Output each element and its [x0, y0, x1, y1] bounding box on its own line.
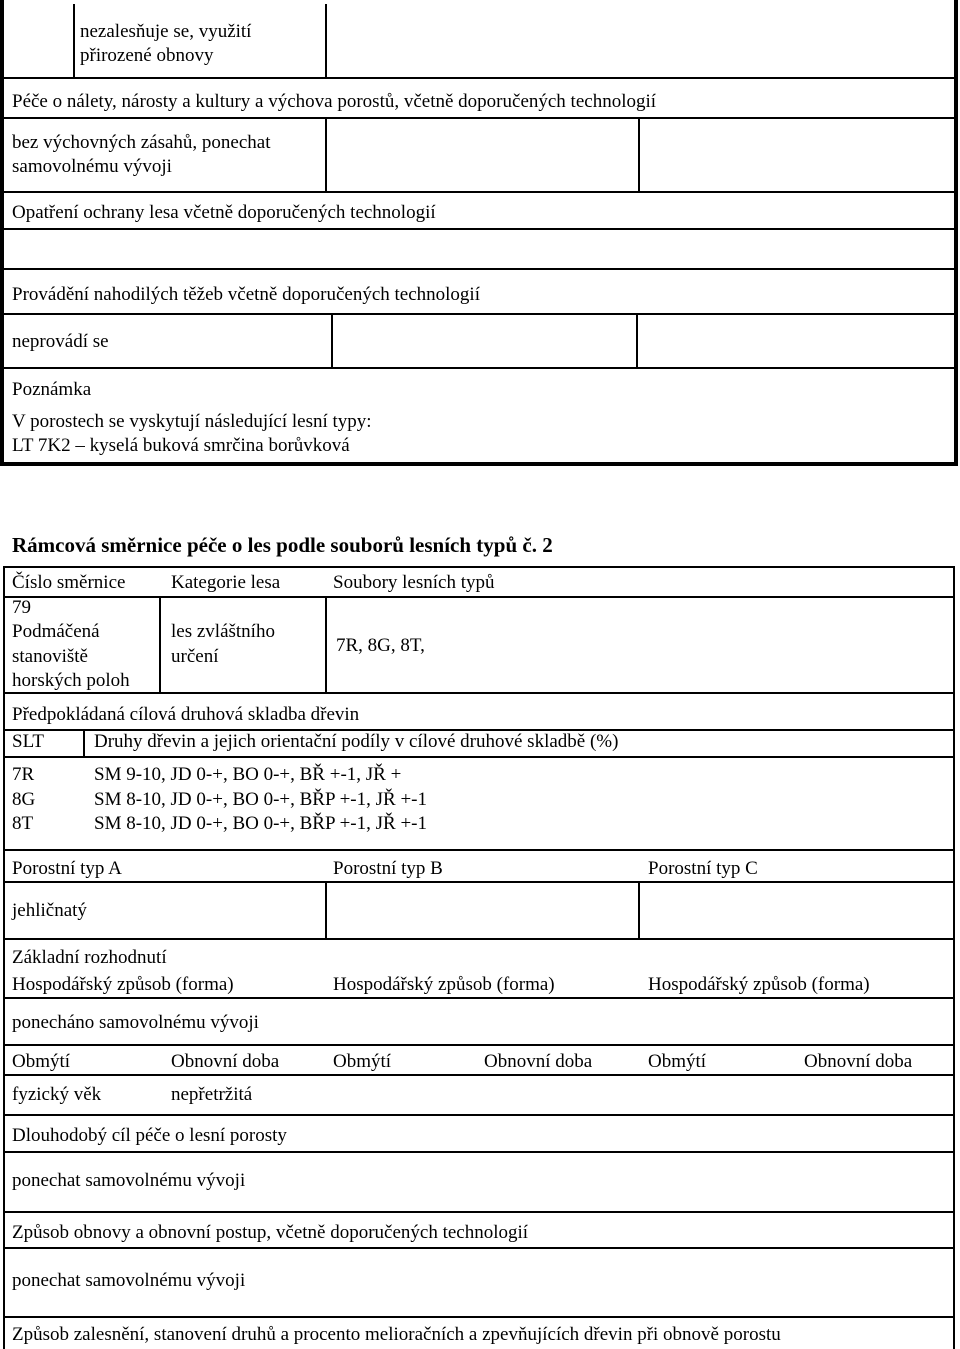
- longterm-value: ponechat samovolnému vývoji: [12, 1170, 246, 1191]
- management-label-b: Hospodářský způsob (forma): [333, 974, 555, 995]
- species-header: Druhy dřevin a jejich orientační podíly v cílové druhové skladbě (%): [94, 731, 619, 752]
- stand-type-c: Porostní typ C: [648, 858, 758, 879]
- longterm-heading: Dlouhodobý cíl péče o lesní porosty: [12, 1125, 287, 1146]
- types-value: 7R, 8G, 8T,: [336, 635, 425, 656]
- rotation-value: fyzický věk: [12, 1084, 102, 1105]
- renewal-value: ponechat samovolnému vývoji: [12, 1270, 246, 1291]
- divider: [4, 228, 954, 230]
- divider: [638, 883, 640, 938]
- divider: [325, 119, 327, 191]
- divider: [3, 566, 955, 568]
- header-category: Kategorie lesa: [171, 572, 281, 593]
- divider: [3, 756, 955, 758]
- management-label-a: Hospodářský způsob (forma): [12, 974, 234, 995]
- regen-label-b: Obnovní doba: [484, 1051, 593, 1072]
- category-line-1: les zvláštního: [171, 621, 275, 642]
- stand-type-b: Porostní typ B: [333, 858, 443, 879]
- divider: [3, 1247, 955, 1249]
- divider: [3, 596, 955, 598]
- divider: [325, 598, 327, 692]
- divider: [3, 849, 955, 851]
- care-value-line-1: bez výchovných zásahů, ponechat: [12, 132, 271, 153]
- guideline-number: 79: [12, 597, 31, 618]
- header-number: Číslo směrnice: [12, 572, 126, 593]
- frame-right: [954, 0, 958, 466]
- divider: [4, 191, 954, 193]
- rotation-label-a: Obmýtí: [12, 1051, 71, 1072]
- rotation-label-b: Obmýtí: [333, 1051, 392, 1072]
- divider: [3, 1074, 955, 1076]
- note-line-2: LT 7K2 – kyselá buková smrčina borůvková: [12, 435, 350, 456]
- renewal-heading: Způsob obnovy a obnovní postup, včetně doporučených technologií: [12, 1222, 529, 1243]
- divider: [636, 315, 638, 367]
- stand-type-a: Porostní typ A: [12, 858, 122, 879]
- note-line-1: V porostech se vyskytují následující lesní typy:: [12, 411, 372, 432]
- guideline-name-3: horských poloh: [12, 670, 130, 691]
- guideline-name-2: stanoviště: [12, 646, 88, 667]
- divider: [325, 883, 327, 938]
- note-heading: Poznámka: [12, 379, 92, 400]
- intro-line-2: přirozené obnovy: [80, 45, 214, 66]
- divider: [4, 313, 954, 315]
- species-row-2: SM 8-10, JD 0-+, BO 0-+, BŘP +-1, JŘ +-1: [94, 789, 427, 810]
- frame-right: [953, 566, 955, 1349]
- divider: [3, 881, 955, 883]
- salvage-heading: Provádění nahodilých těžeb včetně doporučených technologií: [12, 284, 480, 305]
- divider: [3, 1211, 955, 1213]
- management-label-c: Hospodářský způsob (forma): [648, 974, 870, 995]
- stand-a-value: jehličnatý: [12, 900, 87, 921]
- divider: [83, 731, 85, 756]
- management-value: ponecháno samovolnému vývoji: [12, 1012, 259, 1033]
- divider: [73, 4, 75, 77]
- divider: [159, 598, 161, 692]
- divider: [4, 367, 954, 369]
- slt-header: SLT: [12, 731, 45, 752]
- species-row-1: SM 9-10, JD 0-+, BO 0-+, BŘ +-1, JŘ +: [94, 764, 402, 785]
- basic-decision: Základní rozhodnutí: [12, 947, 167, 968]
- divider: [3, 938, 955, 940]
- protection-heading: Opatření ochrany lesa včetně doporučených technologií: [12, 202, 436, 223]
- species-row-3: SM 8-10, JD 0-+, BO 0-+, BŘP +-1, JŘ +-1: [94, 813, 427, 834]
- slt-row-3: 8T: [12, 813, 34, 834]
- rotation-label-c: Obmýtí: [648, 1051, 707, 1072]
- divider: [3, 1151, 955, 1153]
- frame-left: [3, 566, 5, 1349]
- divider: [325, 4, 327, 77]
- regen-label-c: Obnovní doba: [804, 1051, 913, 1072]
- divider: [4, 117, 954, 119]
- care-value-line-2: samovolnému vývoji: [12, 156, 172, 177]
- regen-value: nepřetržitá: [171, 1084, 253, 1105]
- divider: [3, 692, 955, 694]
- care-heading: Péče o nálety, nárosty a kultury a výchova porostů, včetně doporučených technologií: [12, 91, 657, 112]
- guideline-title: Rámcová směrnice péče o les podle souborů lesních typů č. 2: [12, 533, 553, 557]
- divider: [4, 77, 954, 79]
- divider: [3, 1044, 955, 1046]
- divider: [3, 1114, 955, 1116]
- composition-heading: Předpokládaná cílová druhová skladba dřevin: [12, 704, 360, 725]
- intro-line-1: nezalesňuje se, využití: [80, 21, 252, 42]
- slt-row-2: 8G: [12, 789, 36, 810]
- salvage-value: neprovádí se: [12, 331, 109, 352]
- divider: [4, 268, 954, 270]
- guideline-name-1: Podmáčená: [12, 621, 100, 642]
- afforestation-heading: Způsob zalesnění, stanovení druhů a procento melioračních a zpevňujících dřevin při obnově porostu: [12, 1324, 781, 1345]
- regen-label-a: Obnovní doba: [171, 1051, 280, 1072]
- frame-left: [0, 0, 4, 466]
- divider: [638, 119, 640, 191]
- divider: [3, 1316, 955, 1318]
- divider: [3, 997, 955, 999]
- divider: [331, 315, 333, 367]
- header-types: Soubory lesních typů: [333, 572, 495, 593]
- category-line-2: určení: [171, 646, 219, 667]
- frame-bottom: [0, 462, 958, 466]
- slt-row-1: 7R: [12, 764, 35, 785]
